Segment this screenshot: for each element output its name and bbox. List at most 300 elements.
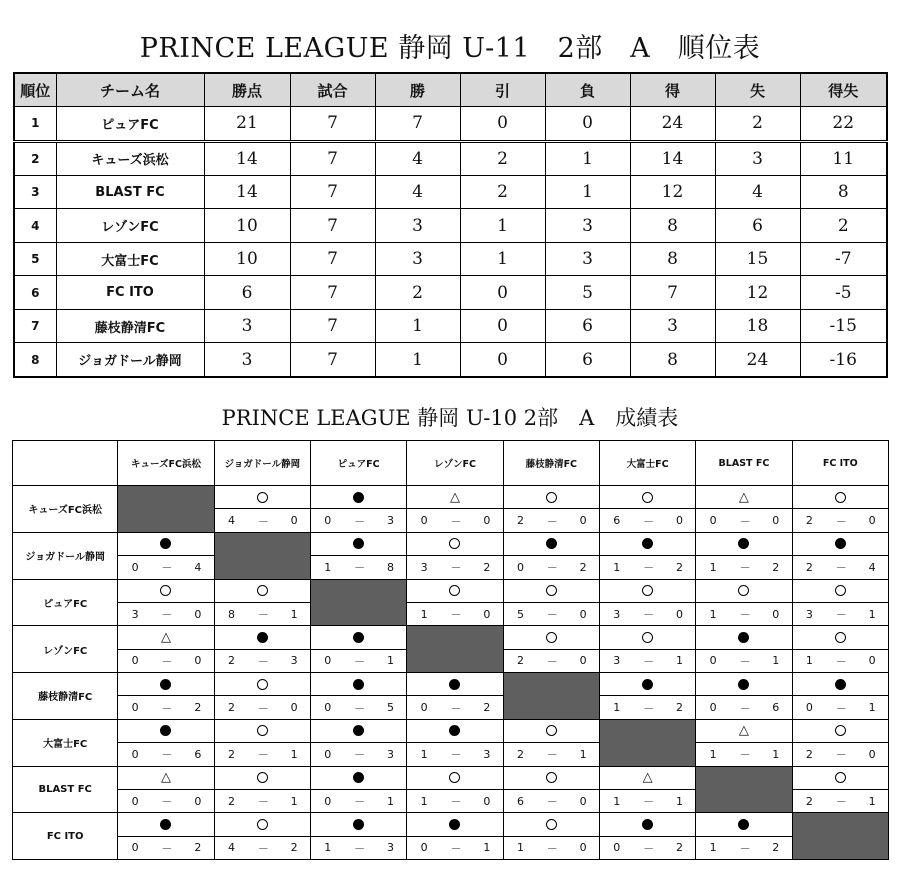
score-dash: － [634,836,664,859]
goals-against-cell: 0 [664,509,696,532]
goals-against-cell: 0 [567,789,599,812]
score-dash: － [537,602,567,625]
standings-header-cell: 得 [630,73,715,107]
goals-for-cell: 8 [214,602,248,625]
stat-cell: 3 [375,242,460,275]
goals-against-cell: 1 [856,789,888,812]
goals-against-cell: 0 [567,509,599,532]
result-mark-cell [503,579,599,602]
score-dash: － [441,836,471,859]
standings-header-cell: チーム名 [56,73,204,107]
goals-for-cell: 1 [696,743,730,766]
stat-cell: 1 [545,141,630,176]
standings-header-cell: 失 [715,73,800,107]
goals-against-cell: 0 [567,836,599,859]
goals-for-cell: 4 [214,836,248,859]
stat-cell: 1 [545,176,630,209]
stat-cell: 7 [290,276,375,309]
stat-cell: 2 [375,276,460,309]
draw-triangle-icon: △ [160,770,171,786]
result-mark-cell [118,719,214,742]
goals-for-cell: 2 [214,649,248,672]
results-mark-row [13,673,889,696]
result-mark-cell [503,626,599,649]
result-mark-cell [310,813,406,836]
result-mark-cell [407,673,503,696]
loss-dot-icon [642,679,653,690]
goals-against-cell: 2 [664,696,696,719]
rank-cell: 6 [14,276,56,309]
stat-cell: 2 [460,141,545,176]
result-mark-cell [118,813,214,836]
goals-for-cell: 0 [792,696,826,719]
score-dash: － [345,836,375,859]
score-dash: － [826,696,856,719]
win-circle-icon [546,772,557,783]
rank-cell: 1 [14,107,56,142]
loss-dot-icon [835,538,846,549]
score-dash: － [152,602,182,625]
score-dash: － [634,696,664,719]
goals-against-cell: 0 [567,602,599,625]
score-dash: － [826,649,856,672]
results-row-team: キューズFC浜松 [13,486,118,533]
win-circle-icon [642,585,653,596]
win-circle-icon [257,725,268,736]
score-dash: － [248,789,278,812]
goals-against-cell: 1 [664,789,696,812]
goals-for-cell: 1 [407,602,441,625]
draw-triangle-icon: △ [449,489,460,505]
stat-cell: 14 [630,141,715,176]
goals-against-cell: 1 [278,743,310,766]
stat-cell: 3 [545,209,630,242]
results-header-row [13,441,889,486]
results-mark-row [13,719,889,742]
result-mark-cell [792,626,888,649]
stat-cell: 14 [204,141,290,176]
goals-against-cell: 0 [471,602,503,625]
goals-for-cell: 0 [696,509,730,532]
goals-for-cell: 0 [118,789,152,812]
self-match-cell [696,766,792,813]
stat-cell: 7 [290,141,375,176]
goals-for-cell: 3 [407,556,441,579]
score-dash: － [345,556,375,579]
goals-against-cell: 2 [278,836,310,859]
stat-cell: 7 [290,209,375,242]
result-mark-cell [407,813,503,836]
result-mark-cell [118,579,214,602]
loss-dot-icon [160,538,171,549]
goals-for-cell: 0 [310,696,344,719]
score-dash: － [345,509,375,532]
goals-against-cell: 1 [856,602,888,625]
stat-cell: 3 [204,309,290,342]
goals-against-cell: 0 [856,649,888,672]
stat-cell: 7 [630,276,715,309]
results-column-team: 藤枝静清FC [503,441,599,486]
result-mark-cell [214,486,310,509]
score-dash: － [634,602,664,625]
goals-for-cell: 2 [792,509,826,532]
standings-table [13,72,888,378]
stat-cell: 2 [800,209,887,242]
score-dash: － [730,649,760,672]
goals-for-cell: 0 [118,556,152,579]
score-dash: － [152,649,182,672]
stat-cell: 8 [630,242,715,275]
score-dash: － [730,556,760,579]
loss-dot-icon [449,819,460,830]
stat-cell: 1 [375,309,460,342]
standings-row [14,343,887,377]
result-mark-cell [792,673,888,696]
goals-for-cell: 1 [696,556,730,579]
goals-for-cell: 1 [792,649,826,672]
score-dash: － [441,789,471,812]
goals-for-cell: 0 [407,836,441,859]
stat-cell: 0 [460,343,545,377]
stat-cell: 0 [460,107,545,142]
result-mark-cell [407,532,503,555]
goals-for-cell: 0 [407,509,441,532]
result-mark-cell [503,486,599,509]
stat-cell: 11 [800,141,887,176]
score-dash: － [634,556,664,579]
loss-dot-icon [257,632,268,643]
loss-dot-icon [353,725,364,736]
stat-cell: 7 [290,107,375,142]
score-dash: － [441,556,471,579]
loss-dot-icon [738,679,749,690]
result-mark-cell [599,532,695,555]
score-dash: － [537,743,567,766]
goals-against-cell: 1 [664,649,696,672]
goals-against-cell: 2 [664,556,696,579]
score-dash: － [441,509,471,532]
loss-dot-icon [738,819,749,830]
score-dash: － [345,743,375,766]
goals-for-cell: 0 [118,743,152,766]
goals-against-cell: 8 [375,556,407,579]
win-circle-icon [257,585,268,596]
result-mark-cell [599,579,695,602]
win-circle-icon [257,679,268,690]
result-mark-cell [792,579,888,602]
results-score-row [13,836,889,859]
stat-cell: 18 [715,309,800,342]
rank-cell: 2 [14,141,56,176]
goals-against-cell: 0 [278,509,310,532]
win-circle-icon [546,492,557,503]
standings-header-cell: 得失 [800,73,887,107]
stat-cell: -5 [800,276,887,309]
stat-cell: 2 [460,176,545,209]
score-dash: － [441,696,471,719]
score-dash: － [152,696,182,719]
results-column-team: ジョガドール静岡 [214,441,310,486]
result-mark-cell [214,673,310,696]
goals-for-cell: 0 [696,649,730,672]
score-dash: － [152,836,182,859]
result-mark-cell [310,673,406,696]
stat-cell: 7 [290,309,375,342]
draw-triangle-icon: △ [738,723,749,739]
stat-cell: 7 [375,107,460,142]
result-mark-cell [503,813,599,836]
goals-against-cell: 0 [182,602,214,625]
result-mark-cell [214,813,310,836]
score-dash: － [248,743,278,766]
goals-for-cell: 1 [696,602,730,625]
goals-for-cell: 1 [599,556,633,579]
score-dash: － [634,509,664,532]
stat-cell: 24 [630,107,715,142]
score-dash: － [730,836,760,859]
standings-row [14,141,887,176]
loss-dot-icon [642,819,653,830]
goals-for-cell: 0 [118,649,152,672]
score-dash: － [248,509,278,532]
loss-dot-icon [160,679,171,690]
results-mark-row [13,766,889,789]
goals-against-cell: 0 [760,602,792,625]
standings-title: PRINCE LEAGUE 静岡 U-11 2部 A 順位表 [139,33,761,64]
standings-row [14,107,887,142]
result-mark-cell [310,626,406,649]
stat-cell: 0 [460,309,545,342]
win-circle-icon [546,819,557,830]
results-column-team: 大富士FC [599,441,695,486]
rank-cell: 4 [14,209,56,242]
goals-against-cell: 0 [182,649,214,672]
results-mark-row [13,532,889,555]
results-row-team: 大富士FC [13,719,118,766]
result-mark-cell [118,532,214,555]
score-dash: － [248,602,278,625]
score-dash: － [537,649,567,672]
stat-cell: 4 [715,176,800,209]
results-mark-row [13,486,889,509]
win-circle-icon [738,585,749,596]
score-dash: － [441,602,471,625]
goals-for-cell: 1 [696,836,730,859]
stat-cell: 10 [204,209,290,242]
goals-against-cell: 0 [856,743,888,766]
result-mark-cell [214,626,310,649]
stat-cell: 1 [375,343,460,377]
stat-cell: 3 [204,343,290,377]
stat-cell: -15 [800,309,887,342]
goals-for-cell: 2 [792,789,826,812]
results-column-team: FC ITO [792,441,888,486]
draw-triangle-icon: △ [642,770,653,786]
goals-against-cell: 1 [375,789,407,812]
score-dash: － [730,509,760,532]
result-mark-cell [503,719,599,742]
stat-cell: 24 [715,343,800,377]
stat-cell: 7 [290,242,375,275]
score-dash: － [826,509,856,532]
result-mark-cell [696,626,792,649]
goals-against-cell: 0 [760,509,792,532]
result-mark-cell [310,532,406,555]
standings-row [14,276,887,309]
score-dash: － [537,836,567,859]
rank-cell: 5 [14,242,56,275]
goals-against-cell: 5 [375,696,407,719]
goals-for-cell: 1 [407,743,441,766]
draw-triangle-icon: △ [738,489,749,505]
win-circle-icon [257,772,268,783]
result-mark-cell [118,673,214,696]
score-dash: － [826,556,856,579]
goals-against-cell: 2 [664,836,696,859]
team-name-cell: ピュアFC [56,107,204,142]
goals-against-cell: 2 [471,696,503,719]
score-dash: － [248,649,278,672]
goals-for-cell: 0 [310,743,344,766]
score-dash: － [345,789,375,812]
goals-for-cell: 2 [792,743,826,766]
stat-cell: 6 [715,209,800,242]
stat-cell: 2 [715,107,800,142]
result-mark-cell [118,766,214,789]
goals-against-cell: 2 [760,836,792,859]
rank-cell: 7 [14,309,56,342]
self-match-cell [792,813,888,860]
stat-cell: 5 [545,276,630,309]
score-dash: － [248,696,278,719]
stat-cell: 6 [545,309,630,342]
win-circle-icon [449,585,460,596]
win-circle-icon [642,492,653,503]
standings-row [14,309,887,342]
goals-against-cell: 1 [760,649,792,672]
team-name-cell: キューズ浜松 [56,141,204,176]
loss-dot-icon [160,819,171,830]
result-mark-cell [407,719,503,742]
goals-for-cell: 1 [310,836,344,859]
standings-header-cell: 勝 [375,73,460,107]
goals-against-cell: 1 [278,789,310,812]
goals-for-cell: 2 [792,556,826,579]
standings-header-cell: 順位 [14,73,56,107]
stat-cell: 4 [375,141,460,176]
score-dash: － [730,743,760,766]
goals-against-cell: 3 [278,649,310,672]
stat-cell: -7 [800,242,887,275]
loss-dot-icon [449,725,460,736]
result-mark-cell [696,673,792,696]
score-dash: － [537,556,567,579]
stat-cell: 0 [545,107,630,142]
results-row-team: ジョガドール静岡 [13,532,118,579]
results-row-team: 藤枝静清FC [13,673,118,720]
win-circle-icon [449,538,460,549]
goals-for-cell: 2 [503,743,537,766]
team-name-cell: 藤枝静清FC [56,309,204,342]
win-circle-icon [835,492,846,503]
goals-for-cell: 0 [118,836,152,859]
loss-dot-icon [738,538,749,549]
self-match-cell [503,673,599,720]
team-name-cell: レゾンFC [56,209,204,242]
stat-cell: 3 [630,309,715,342]
results-score-row [13,556,889,579]
win-circle-icon [835,632,846,643]
score-dash: － [441,743,471,766]
goals-for-cell: 1 [310,556,344,579]
goals-for-cell: 2 [503,649,537,672]
result-mark-cell [407,766,503,789]
goals-for-cell: 0 [696,696,730,719]
goals-for-cell: 6 [503,789,537,812]
win-circle-icon [546,632,557,643]
result-mark-cell [696,486,792,509]
results-row-team: FC ITO [13,813,118,860]
goals-for-cell: 2 [214,789,248,812]
loss-dot-icon [738,632,749,643]
win-circle-icon [257,819,268,830]
standings-header-cell: 引 [460,73,545,107]
goals-against-cell: 0 [278,696,310,719]
loss-dot-icon [449,679,460,690]
goals-for-cell: 0 [503,556,537,579]
win-circle-icon [257,492,268,503]
loss-dot-icon [353,492,364,503]
goals-against-cell: 1 [856,696,888,719]
result-mark-cell [503,532,599,555]
result-mark-cell [696,813,792,836]
score-dash: － [730,696,760,719]
goals-for-cell: 0 [310,789,344,812]
stat-cell: 6 [545,343,630,377]
self-match-cell [214,532,310,579]
win-circle-icon [546,725,557,736]
stat-cell: 8 [630,209,715,242]
score-dash: － [634,789,664,812]
goals-against-cell: 3 [471,743,503,766]
score-dash: － [826,743,856,766]
loss-dot-icon [353,538,364,549]
loss-dot-icon [546,538,557,549]
goals-for-cell: 3 [792,602,826,625]
goals-for-cell: 1 [407,789,441,812]
goals-against-cell: 4 [182,556,214,579]
stat-cell: 1 [460,242,545,275]
result-mark-cell [599,486,695,509]
score-dash: － [152,743,182,766]
standings-row [14,242,887,275]
stat-cell: 3 [375,209,460,242]
results-row-team: BLAST FC [13,766,118,813]
result-mark-cell [599,813,695,836]
draw-triangle-icon: △ [160,629,171,645]
goals-for-cell: 0 [310,649,344,672]
team-name-cell: 大富士FC [56,242,204,275]
goals-for-cell: 6 [599,509,633,532]
standings-header-cell: 勝点 [204,73,290,107]
goals-against-cell: 0 [664,602,696,625]
goals-for-cell: 0 [599,836,633,859]
loss-dot-icon [353,772,364,783]
score-dash: － [730,602,760,625]
goals-against-cell: 2 [182,696,214,719]
result-mark-cell [792,532,888,555]
stat-cell: 4 [375,176,460,209]
